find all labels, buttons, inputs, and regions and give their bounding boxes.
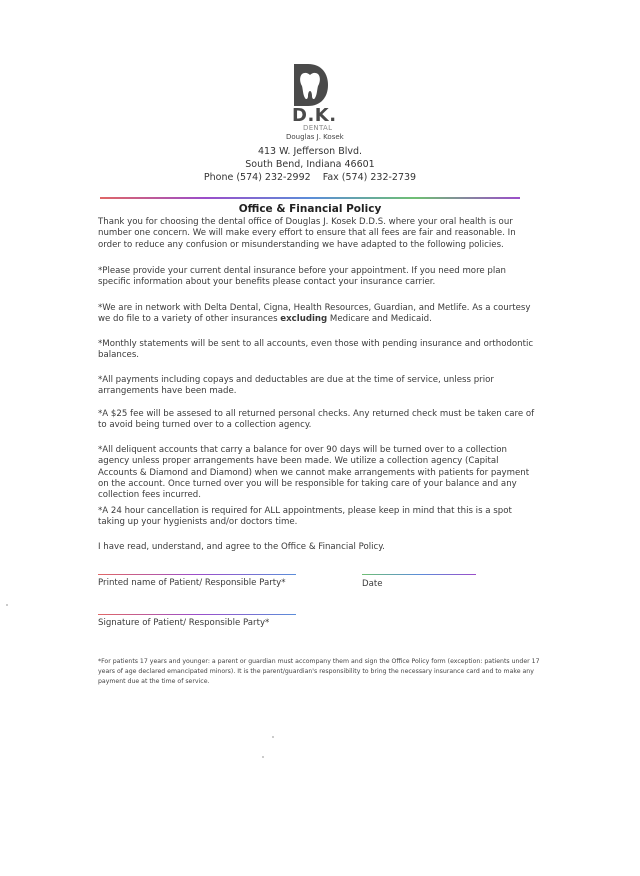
policy-network-tail: Medicare and Medicaid. [327, 314, 432, 325]
signature-label: Signature of Patient/ Responsible Party* [98, 618, 270, 628]
scan-speck [6, 604, 8, 606]
policy-network-text: *We are in network with Delta Dental, Cigna, Health Resources, Guardian, and Metlife. As a courtesy we do file to a variety of other insurances [98, 303, 531, 325]
printed-name-label: Printed name of Patient/ Responsible Party* [98, 578, 286, 588]
tooth-logo-icon [290, 62, 330, 108]
signature-line[interactable] [98, 614, 296, 615]
agreement-statement: I have read, understand, and agree to the Office & Financial Policy. [98, 542, 385, 552]
date-line[interactable] [362, 574, 476, 575]
address-line-2: South Bend, Indiana 46601 [245, 159, 375, 170]
scan-speck [262, 756, 264, 758]
scan-speck [272, 736, 274, 738]
header-divider [100, 197, 520, 199]
doctor-name: Douglas J. Kosek [286, 133, 344, 141]
address-line-1: 413 W. Jefferson Blvd. [257, 146, 363, 157]
printed-name-line[interactable] [98, 574, 296, 575]
policy-network [98, 303, 538, 326]
policy-delinquent: *All deliquent accounts that carry a balance for over 90 days will be turned over to a collection agency unless proper arrangements have been made. We utilize a collection agency (Capital Accounts & Diamond and Diamond) when we cannot make arrangements with patients for payment on the account. Once turned over you will be responsible for taking care of your balance and any collection fees incurred. [98, 445, 530, 501]
brand-subtitle: DENTAL [303, 124, 333, 132]
document-title: Office & Financial Policy [238, 203, 382, 215]
policy-returned-checks: *A $25 fee will be assesed to all returned personal checks. Any returned check must be taken care of to avoid being turned over to a collection agency. [98, 409, 535, 431]
policy-insurance: *Please provide your current dental insurance before your appointment. If you need more plan specific information about your benefits please contact your insurance carrier. [98, 266, 506, 288]
date-label: Date [362, 579, 383, 589]
policy-statements: *Monthly statements will be sent to all accounts, even those with pending insurance and orthodontic balances. [98, 339, 534, 361]
minor-patient-footnote: *For patients 17 years and younger: a parent or guardian must accompany them and sign the Office Policy form (exception: patients under 17 years of age declared emancipated minors). It is the parent/guardian's responsibility to bring the necessary insurance card and to make any payment due at the time of service. [98, 658, 540, 686]
contact-line: Phone (574) 232-2992 Fax (574) 232-2739 [203, 172, 417, 183]
brand-name: D.K. [292, 105, 337, 126]
intro-paragraph: Thank you for choosing the dental office of Douglas J. Kosek D.D.S. where your oral health is our number one concern. We will make every effort to ensure that all fees are fair and reasonable. In order to reduce any confusion or misunderstanding we have adapted to the following policies. [98, 217, 516, 250]
policy-cancellation: *A 24 hour cancellation is required for ALL appointments, please keep in mind that this is a spot taking up your hygienists and/or doctors time. [98, 506, 512, 528]
policy-payments: *All payments including copays and deductables are due at the time of service, unless prior arrangements have been made. [98, 375, 494, 397]
policy-network-bold: excluding [280, 314, 328, 325]
